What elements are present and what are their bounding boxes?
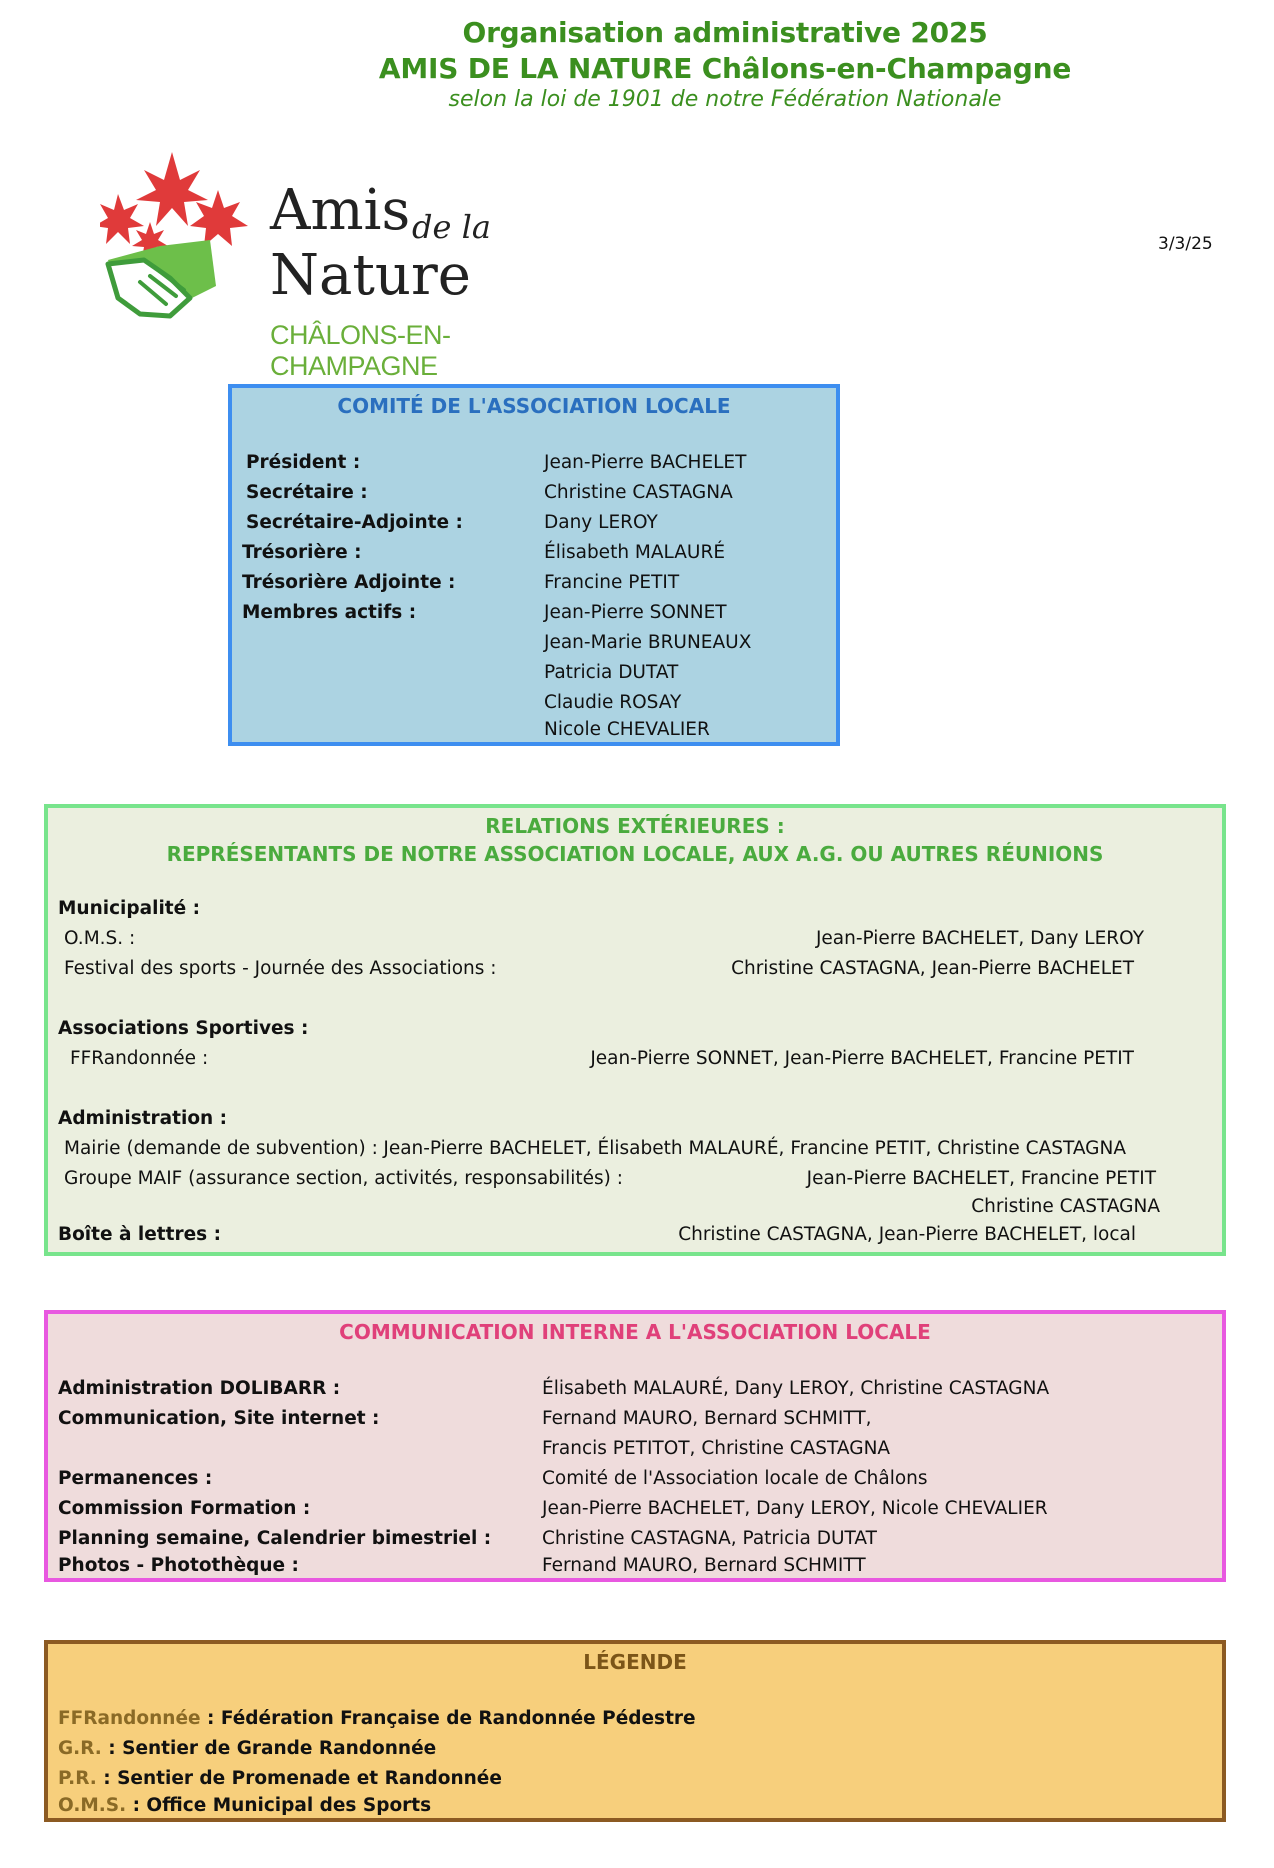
member-name: Jean-Marie BRUNEAUX (544, 632, 752, 653)
dolibarr-label: Administration DOLIBARR : (58, 1378, 341, 1399)
legend-item (58, 1795, 431, 1816)
relations-section (44, 804, 1226, 1256)
mairie-value: Jean-Pierre BACHELET, Élisabeth MALAURÉ, Francine PETIT, Christine CASTAGNA (383, 1138, 1126, 1159)
comite-section (228, 384, 840, 746)
administration-heading: Administration : (58, 1108, 228, 1129)
photos-value: Fernand MAURO, Bernard SCHMITT (542, 1555, 866, 1576)
boite-lettres-value: Christine CASTAGNA, Jean-Pierre BACHELET, local (678, 1224, 1136, 1245)
dolibarr-value: Élisabeth MALAURÉ, Dany LEROY, Christine CASTAGNA (542, 1378, 1050, 1399)
role-label: Secrétaire : (246, 482, 368, 503)
oms-value: Jean-Pierre BACHELET, Dany LEROY (815, 928, 1144, 949)
municipalite-heading: Municipalité : (58, 898, 201, 919)
role-label: Trésorière Adjointe : (242, 572, 456, 593)
mairie-label: Mairie (demande de subvention) : (64, 1138, 378, 1159)
planning-label: Planning semaine, Calendrier bimestriel : (58, 1528, 492, 1549)
role-label: Trésorière : (242, 542, 362, 563)
relations-title: RELATIONS EXTÉRIEURES : (485, 814, 785, 838)
legend-item (58, 1738, 436, 1759)
legend-definition: : Office Municipal des Sports (126, 1795, 432, 1816)
role-value: Francine PETIT (544, 572, 680, 593)
logo-emblem-icon (100, 148, 270, 358)
logo-word-amis: Amis (270, 178, 411, 243)
page-subtitle: selon la loi de 1901 de notre Fédération Nationale (448, 87, 1002, 112)
legend-key: G.R. (58, 1738, 102, 1759)
member-name: Patricia DUTAT (544, 662, 679, 683)
maif-label: Groupe MAIF (assurance section, activités, responsabilités) : (64, 1168, 624, 1189)
oms-label: O.M.S. : (64, 928, 136, 949)
role-value: Christine CASTAGNA (544, 482, 733, 503)
relations-subtitle: REPRÉSENTANTS DE NOTRE ASSOCIATION LOCALE, AUX A.G. OU AUTRES RÉUNIONS (166, 842, 1104, 866)
member-name: Nicole CHEVALIER (544, 719, 710, 740)
planning-value: Christine CASTAGNA, Patricia DUTAT (542, 1528, 877, 1549)
communication-title: COMMUNICATION INTERNE A L'ASSOCIATION LOCALE (339, 1320, 931, 1344)
page-title: Organisation administrative 2025 (462, 16, 988, 49)
communication-section (44, 1310, 1226, 1582)
sportives-heading: Associations Sportives : (58, 1018, 309, 1039)
permanences-value: Comité de l'Association locale de Châlons (542, 1468, 928, 1489)
site-internet-value-continued: Francis PETITOT, Christine CASTAGNA (542, 1438, 891, 1459)
legend-definition: : Fédération Française de Randonnée Pédestre (200, 1708, 696, 1729)
ffrandonnee-label: FFRandonnée : (70, 1048, 209, 1069)
legend-item (58, 1768, 502, 1789)
document-date: 3/3/25 (1158, 234, 1213, 254)
legend-key: FFRandonnée (58, 1708, 201, 1729)
comite-title: COMITÉ DE L'ASSOCIATION LOCALE (337, 394, 731, 418)
member-name: Claudie ROSAY (544, 692, 682, 713)
site-internet-value: Fernand MAURO, Bernard SCHMITT, (542, 1408, 872, 1429)
legend-key: P.R. (58, 1768, 97, 1789)
logo-word-de-la: de la (412, 208, 491, 246)
photos-label: Photos - Photothèque : (58, 1555, 299, 1576)
ffrandonnee-value: Jean-Pierre SONNET, Jean-Pierre BACHELET, Francine PETIT (590, 1048, 1134, 1069)
site-internet-label: Communication, Site internet : (58, 1408, 380, 1429)
festival-value: Christine CASTAGNA, Jean-Pierre BACHELET (731, 958, 1134, 979)
boite-lettres-label: Boîte à lettres : (58, 1224, 222, 1245)
formation-label: Commission Formation : (58, 1498, 311, 1519)
role-value: Élisabeth MALAURÉ (544, 542, 726, 563)
organization-title: AMIS DE LA NATURE Châlons-en-Champagne (378, 52, 1072, 85)
role-label: Président : (246, 452, 361, 473)
role-value: Jean-Pierre BACHELET (544, 452, 747, 473)
legend-key: O.M.S. (58, 1795, 127, 1816)
role-label: Secrétaire-Adjointe : (246, 512, 463, 533)
formation-value: Jean-Pierre BACHELET, Dany LEROY, Nicole CHEVALIER (542, 1498, 1048, 1519)
festival-label: Festival des sports - Journée des Associations : (64, 958, 497, 979)
role-value: Jean-Pierre SONNET (544, 602, 727, 623)
legende-section (44, 1640, 1226, 1822)
legend-item (58, 1708, 696, 1729)
permanences-label: Permanences : (58, 1468, 213, 1489)
role-label: Membres actifs : (242, 602, 417, 623)
legend-definition: : Sentier de Grande Randonnée (101, 1738, 437, 1759)
maif-value-continued: Christine CASTAGNA (971, 1196, 1160, 1217)
maif-value: Jean-Pierre BACHELET, Francine PETIT (806, 1168, 1156, 1189)
legend-definition: : Sentier de Promenade et Randonnée (96, 1768, 502, 1789)
legende-title: LÉGENDE (583, 1650, 687, 1674)
logo-city-name: CHÂLONS-EN-CHAMPAGNE (270, 320, 451, 381)
role-value: Dany LEROY (544, 512, 658, 533)
amis-de-la-nature-logo (100, 148, 580, 381)
logo-word-nature: Nature (270, 243, 471, 308)
